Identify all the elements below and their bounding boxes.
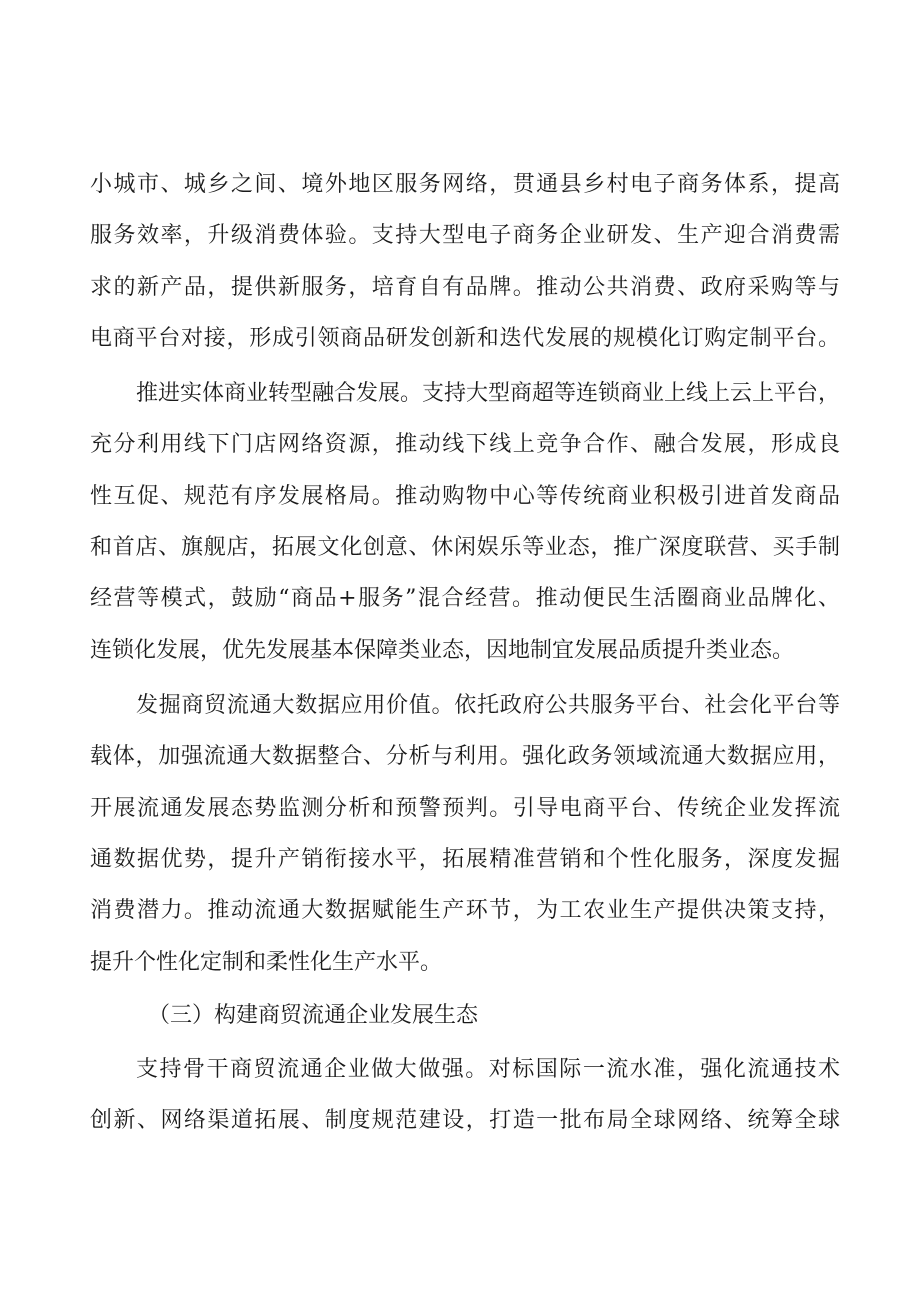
paragraph-line: 服务效率，升级消费体验。支持大型电子商务企业研发、生产迎合消费需 (90, 223, 840, 248)
paragraph-line: 发掘商贸流通大数据应用价值。依托政府公共服务平台、社会化平台等 (136, 693, 840, 718)
paragraph-line: 小城市、城乡之间、境外地区服务网络，贯通县乡村电子商务体系，提高 (90, 172, 840, 197)
section-heading: （三）构建商贸流通企业发展生态 (148, 1003, 479, 1028)
paragraph-line: 经营等模式，鼓励“商品+服务”混合经营。推动便民生活圈商业品牌化、 (90, 586, 840, 611)
paragraph-line: 和首店、旗舰店，拓展文化创意、休闲娱乐等业态，推广深度联营、买手制 (90, 535, 840, 560)
paragraph-line: 连锁化发展，优先发展基本保障类业态，因地制宜发展品质提升类业态。 (90, 638, 795, 663)
paragraph-line: 提升个性化定制和柔性化生产水平。 (90, 950, 443, 975)
paragraph-line: 性互促、规范有序发展格局。推动购物中心等传统商业积极引进首发商品 (90, 484, 840, 509)
paragraph-line: 电商平台对接，形成引领商品研发创新和迭代发展的规模化订购定制平台。 (90, 326, 840, 351)
paragraph-line: 充分利用线下门店网络资源，推动线下线上竞争合作、融合发展，形成良 (90, 432, 840, 457)
paragraph-line: 支持骨干商贸流通企业做大做强。对标国际一流水准，强化流通技术 (136, 1057, 840, 1082)
paragraph-line: 消费潜力。推动流通大数据赋能生产环节，为工农业生产提供决策支持， (90, 898, 840, 923)
paragraph-line: 推进实体商业转型融合发展。支持大型商超等连锁商业上线上云上平台， (136, 381, 841, 406)
paragraph-line: 载体，加强流通大数据整合、分析与利用。强化政务领域流通大数据应用， (90, 744, 840, 769)
paragraph-line: 创新、网络渠道拓展、制度规范建设，打造一批布局全球网络、统筹全球 (90, 1108, 840, 1133)
paragraph-line: 通数据优势，提升产销衔接水平，拓展精准营销和个性化服务，深度发掘 (90, 847, 840, 872)
paragraph-line: 开展流通发展态势监测分析和预警预判。引导电商平台、传统企业发挥流 (90, 796, 840, 821)
paragraph-line: 求的新产品，提供新服务，培育自有品牌。推动公共消费、政府采购等与 (90, 275, 840, 300)
